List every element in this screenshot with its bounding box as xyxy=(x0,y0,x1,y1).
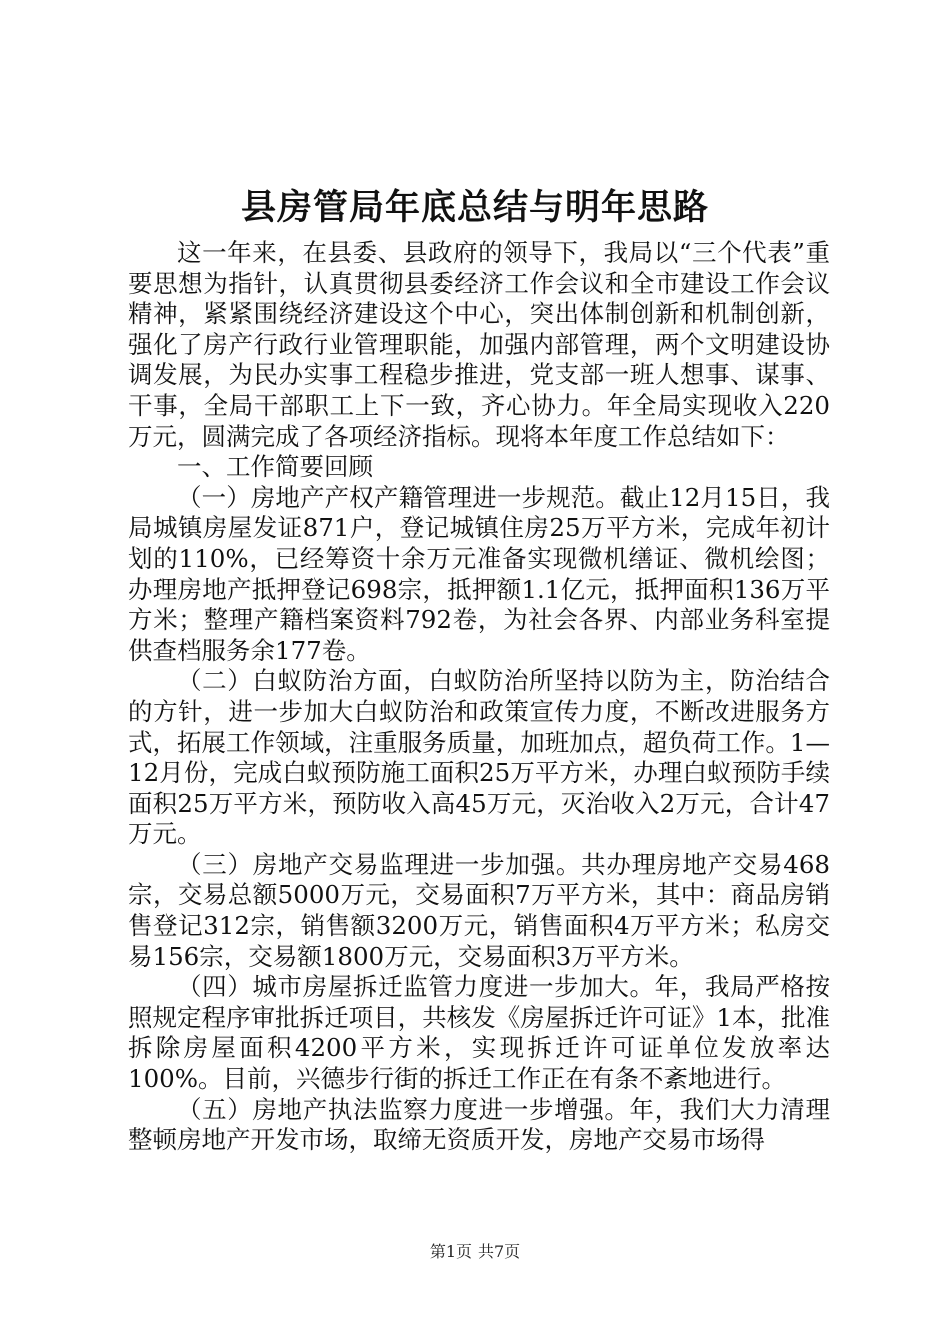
paragraph-item-1: （一）房地产产权产籍管理进一步规范。截止12月15日，我局城镇房屋发证871户，登记城镇住房25万平方米，完成年初计划的110%，已经筹资十余万元准备实现微机缮证、微机绘图；办理房地产抵押登记698宗，抵押额1.1亿元，抵押面积136万平方米；整理产籍档案资料792卷，为社会各界、内部业务科室提供查档服务余177卷。 xyxy=(128,482,830,665)
paragraph-item-3: （三）房地产交易监理进一步加强。共办理房地产交易468宗，交易总额5000万元，交易面积7万平方米，其中：商品房销售登记312宗，销售额3200万元，销售面积4万平方米；私房交易156宗，交易额1800万元，交易面积3万平方米。 xyxy=(128,849,830,971)
paragraph-item-4: （四）城市房屋拆迁监管力度进一步加大。年，我局严格按照规定程序审批拆迁项目，共核发《房屋拆迁许可证》1本，批准拆除房屋面积4200平方米，实现拆迁许可证单位发放率达100%。目前，兴德步行街的拆迁工作正在有条不紊地进行。 xyxy=(128,972,830,1094)
paragraph-item-2: （二）白蚁防治方面，白蚁防治所坚持以防为主，防治结合的方针，进一步加大白蚁防治和政策宣传力度，不断改进服务方式，拓展工作领域，注重服务质量，加班加点，超负荷工作。1—12月份，完成白蚁预防施工面积25万平方米，办理白蚁预防手续面积25万平方米，预防收入高45万元，灭治收入2万元，合计47万元。 xyxy=(128,666,830,849)
paragraph-item-5: （五）房地产执法监察力度进一步增强。年，我们大力清理整顿房地产开发市场，取缔无资质开发，房地产交易市场得 xyxy=(128,1094,830,1155)
section-heading: 一、工作简要回顾 xyxy=(177,452,373,482)
page-footer xyxy=(0,1241,950,1263)
paragraph-intro: 这一年来，在县委、县政府的领导下，我局以“三个代表”重要思想为指针，认真贯彻县委经济工作会议和全市建设工作会议精神，紧紧围绕经济建设这个中心，突出体制创新和机制创新，强化了房产行政行业管理职能，加强内部管理，两个文明建设协调发展，为民办实事工程稳步推进，党支部一班人想事、谋事、干事，全局干部职工上下一致，齐心协力。年全局实现收入220万元，圆满完成了各项经济指标。现将本年度工作总结如下： xyxy=(128,238,830,451)
page-number: 第1页 xyxy=(429,1242,472,1261)
page-total: 共7页 xyxy=(478,1242,521,1261)
document-body xyxy=(128,238,830,1156)
document-title: 县房管局年底总结与明年思路 xyxy=(240,187,709,228)
